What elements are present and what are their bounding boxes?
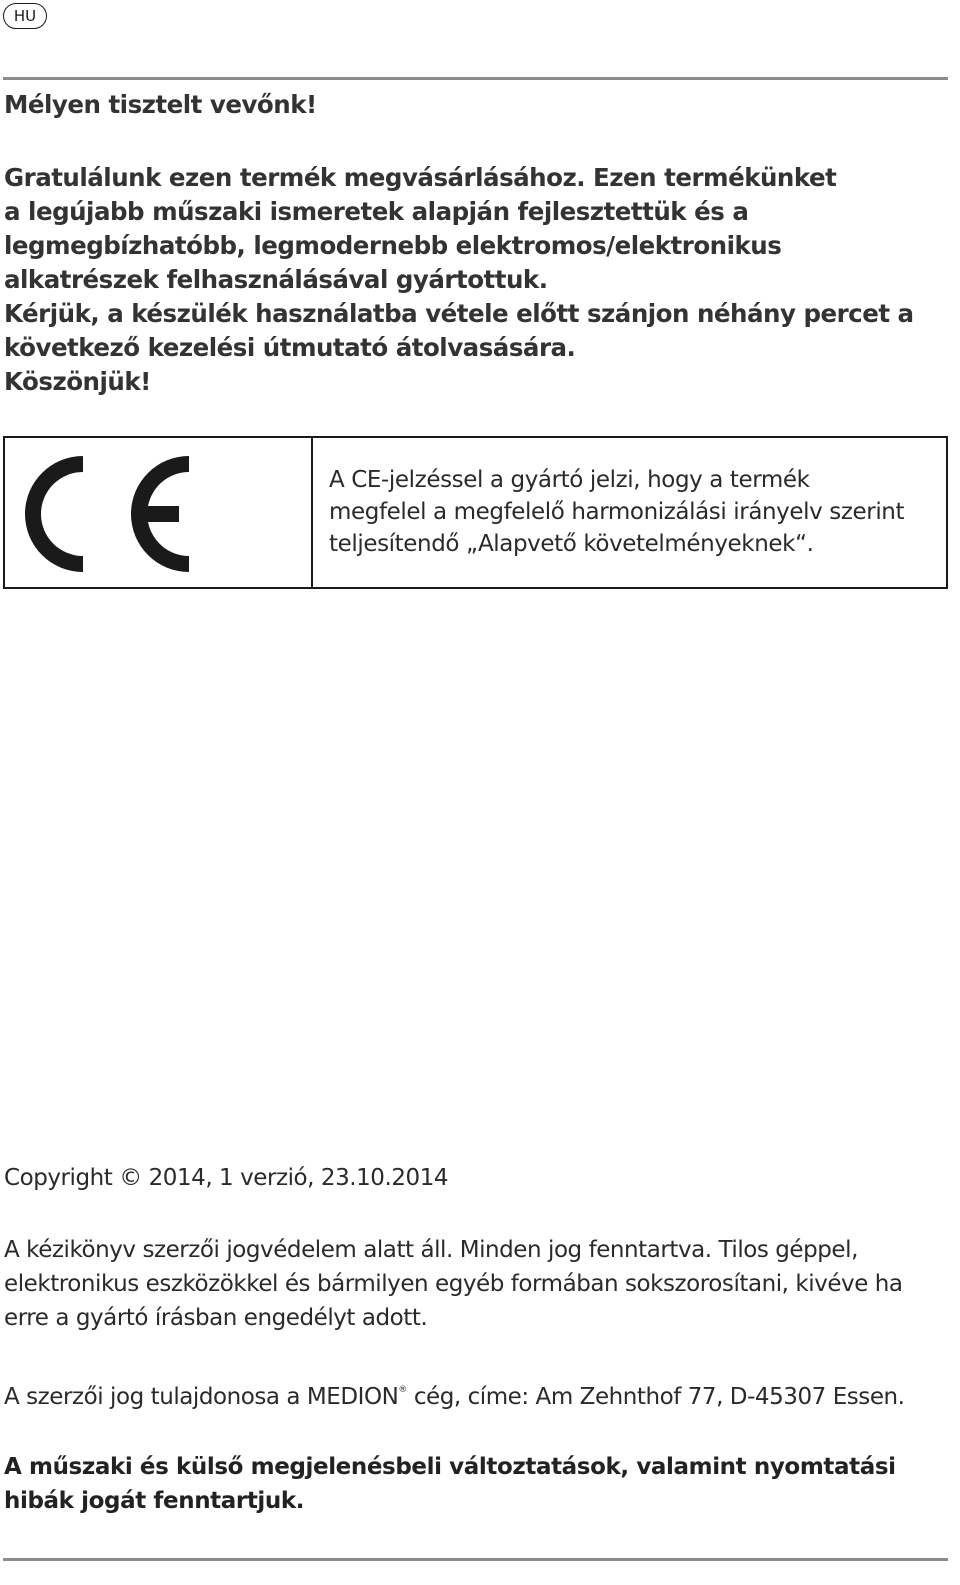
owner-suffix: cég, címe: Am Zehnthof 77, D-45307 Essen.	[406, 1384, 905, 1410]
rights-paragraph	[4, 1233, 954, 1335]
disclaimer-paragraph	[4, 1450, 954, 1518]
ce-logo-cell	[5, 438, 313, 587]
rights-line: erre a gyártó írásban engedélyt adott.	[4, 1305, 428, 1331]
ce-line: teljesítendő „Alapvető követelményeknek“.	[329, 531, 814, 557]
ce-line: A CE-jelzéssel a gyártó jelzi, hogy a termék	[329, 467, 810, 493]
ce-line: megfelel a megfelelő harmonizálási irányelv szerint	[329, 499, 905, 525]
ce-notice-box	[3, 436, 948, 589]
top-divider	[3, 77, 948, 80]
bottom-divider	[3, 1558, 948, 1561]
greeting: Mélyen tisztelt vevőnk!	[4, 90, 317, 119]
disclaimer-line: hibák jogát fenntartjuk.	[4, 1488, 305, 1514]
owner-line	[4, 1373, 954, 1414]
ce-description	[313, 438, 904, 587]
intro-line: a legújabb műszaki ismeretek alapján fejlesztettük és a	[4, 196, 749, 226]
copyright-line: Copyright © 2014, 1 verzió, 23.10.2014	[4, 1165, 449, 1191]
intro-paragraph	[4, 161, 954, 399]
language-code: HU	[13, 7, 37, 25]
intro-line: Kérjük, a készülék használatba vétele előtt szánjon néhány percet a	[4, 298, 914, 328]
intro-line: következő kezelési útmutató átolvasására.	[4, 332, 576, 362]
intro-line: legmegbízhatóbb, legmodernebb elektromos/elektronikus	[4, 230, 782, 260]
footer-section	[4, 1161, 954, 1518]
disclaimer-line: A műszaki és külső megjelenésbeli változtatások, valamint nyomtatási	[4, 1454, 896, 1480]
owner-prefix: A szerzői jog tulajdonosa a MEDION	[4, 1384, 399, 1410]
registered-mark: ®	[398, 1385, 407, 1395]
intro-line: Gratulálunk ezen termék megvásárlásához. Ezen termékünket	[4, 162, 837, 192]
rights-line: elektronikus eszközökkel és bármilyen egyéb formában sokszorosítani, kivéve ha	[4, 1271, 903, 1297]
rights-line: A kézikönyv szerzői jogvédelem alatt áll. Minden jog fenntartva. Tilos géppel,	[4, 1237, 858, 1263]
intro-line: alkatrészek felhasználásával gyártottuk.	[4, 264, 548, 294]
intro-line: Köszönjük!	[4, 366, 151, 396]
ce-mark-icon	[19, 452, 197, 576]
intro-section	[4, 86, 954, 399]
language-badge	[3, 3, 47, 29]
